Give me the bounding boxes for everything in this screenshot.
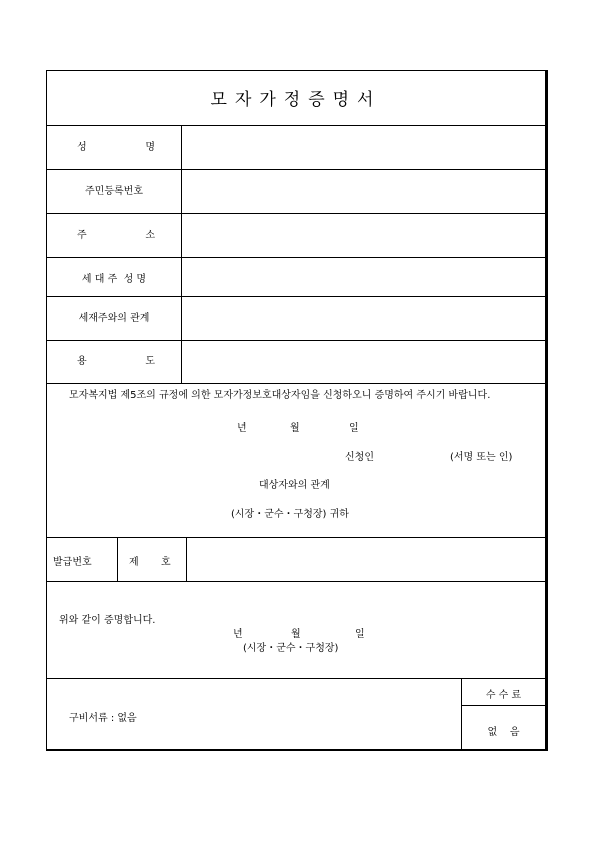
fee-value: 없 음 <box>487 727 520 738</box>
relation-label: 대상자와의 관계 <box>259 480 330 491</box>
certification-date-month: 월 <box>291 629 301 640</box>
resident-number-label: 주민등록번호 <box>85 186 143 197</box>
label-column-divider <box>181 125 182 383</box>
divider <box>117 537 118 581</box>
application-addressee: (시장・군수・구청장) 귀하 <box>231 509 349 520</box>
divider <box>47 678 545 679</box>
certification-date-day: 일 <box>355 629 365 640</box>
name-label-char: 성 <box>77 142 87 153</box>
householder-name-label: 세 대 주 성 명 <box>81 274 147 285</box>
certification-authority: (시장・군수・구청장) <box>243 643 339 654</box>
divider <box>47 383 545 384</box>
required-documents: 구비서류 : 없음 <box>69 713 137 724</box>
form-title: 모자가정증명서 <box>210 90 382 110</box>
purpose-label <box>47 341 181 383</box>
name-label-char: 명 <box>145 142 155 153</box>
name-label <box>47 126 181 169</box>
applicant-label: 신청인 <box>345 452 374 463</box>
issue-number-label: 발급번호 <box>53 557 92 568</box>
certification-date-year: 년 <box>233 629 243 640</box>
purpose-label-char: 용 <box>77 356 87 367</box>
application-date-day: 일 <box>349 423 359 434</box>
purpose-field[interactable] <box>181 341 545 383</box>
resident-number-field[interactable] <box>181 170 545 213</box>
address-label-char: 소 <box>145 230 155 241</box>
divider <box>461 705 545 706</box>
certificate-form <box>46 70 548 751</box>
application-date-month: 월 <box>290 423 300 434</box>
issue-number-char: 제 <box>129 557 139 568</box>
issue-number-field[interactable] <box>187 538 545 581</box>
purpose-label-char: 도 <box>145 356 155 367</box>
householder-relation-field[interactable] <box>181 297 545 340</box>
name-field[interactable] <box>181 126 545 169</box>
divider <box>47 581 545 582</box>
application-statement: 모자복지법 제5조의 규정에 의한 모자가정보호대상자임을 신청하오니 증명하여 주시기 바랍니다. <box>69 390 491 401</box>
address-field[interactable] <box>181 214 545 257</box>
householder-relation-label: 세재주와의 관계 <box>78 313 150 324</box>
application-date-year: 년 <box>237 423 247 434</box>
fee-label: 수 수 료 <box>485 690 522 701</box>
signature-note: (서명 또는 인) <box>450 452 513 463</box>
address-label <box>47 214 181 257</box>
householder-name-field[interactable] <box>181 258 545 301</box>
issue-number-char: 호 <box>161 557 171 568</box>
certification-statement: 위와 같이 증명합니다. <box>59 615 156 626</box>
address-label-char: 주 <box>77 230 87 241</box>
